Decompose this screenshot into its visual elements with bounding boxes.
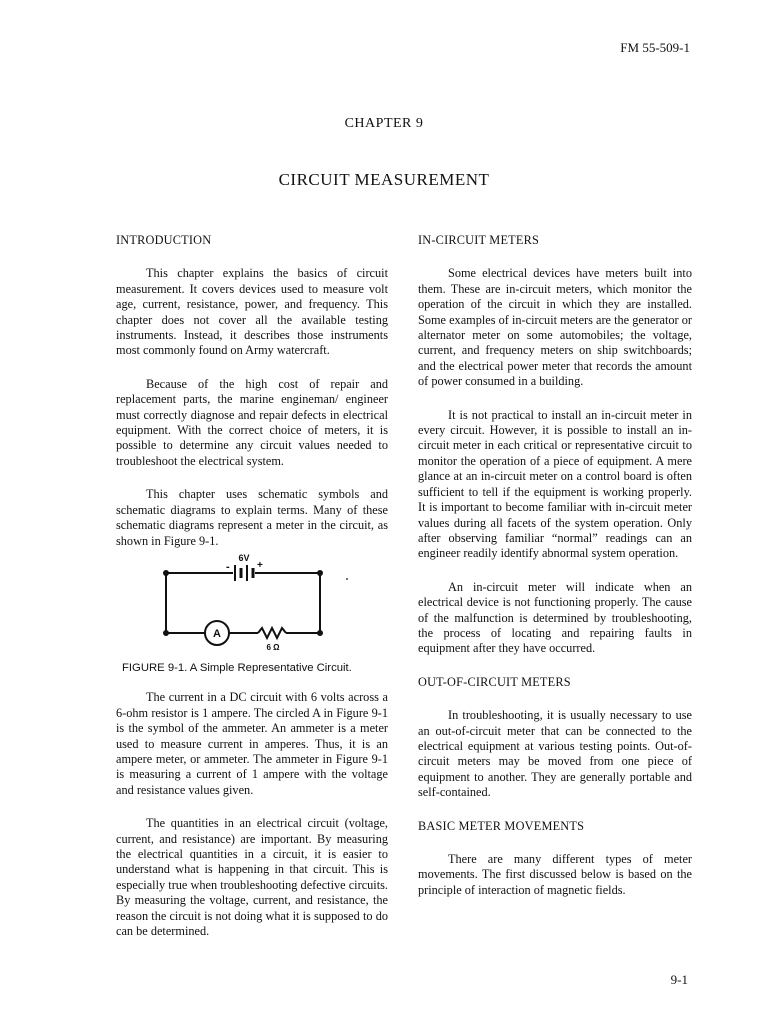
battery-minus: - [226,560,230,573]
basic-meter-paragraph: There are many different types of meter movements. The first discussed below is based on the principle of interaction of magnetic fields. [418,852,692,897]
figure-9-1 [116,553,388,676]
ammeter-label: A [213,627,221,640]
intro-paragraph-3: This chapter uses schematic symbols and schematic diagrams to explain terms. Many of these schematic diagrams represent a meter in the circuit, as shown in Figure 9-1. [116,487,388,548]
right-column [418,233,692,916]
battery-label: 6V [238,552,250,563]
document-id: FM 55-509-1 [620,40,690,55]
resistor-label: 6 Ω [266,642,280,652]
page-number: 9-1 [670,972,688,987]
introduction-heading: INTRODUCTION [116,233,212,247]
chapter-label: CHAPTER 9 [344,116,424,131]
left-column [116,233,388,957]
out-of-circuit-paragraph: In troubleshooting, it is usually necessary to use an out-of-circuit meter that can be connected to the electrical equipment at various testing points. Out-of-circuit meters may be moved from one piece of equipment to another. They are generally portable and self-contained. [418,708,692,800]
intro-paragraph-2: Because of the high cost of repair and replacement parts, the marine engineman/ engineer must correctly diagnose and repair defects in electrical equipment. With the correct choice of meters, it is possible to determine any circuit values needed to troubleshoot the electrical system. [116,376,388,468]
in-circuit-paragraph-1: Some electrical devices have meters built into them. These are in-circuit meters, which monitor the operation of the circuit in which they are installed. Some examples of in-circuit meters are the generator or alternator meter on some automobiles; the voltage, current, and frequency meters on ship switchboards; and the electrical power meter that records the amount of power consumed in a building. [418,266,692,389]
intro-paragraph-5: The quantities in an electrical circuit (voltage, current, and resistance) are important. By measuring the electrical quantities in a circuit, it is easier to understand what is happening in that circuit. This is especially true when troubleshooting defective circuits. By measuring the voltage, current, and resistance, the reason the circuit is not doing what it is supposed to do can be determined. [116,816,388,938]
in-circuit-meters-heading: IN-CIRCUIT METERS [418,233,540,247]
circuit-diagram [116,553,388,659]
intro-paragraph-1: This chapter explains the basics of circuit measurement. It covers devices used to measure volt age, current, resistance, power, and frequency. This chapter does not cover all the available testing instruments. Instead, it describes those instruments most commonly found on Army watercraft. [116,266,388,358]
in-circuit-paragraph-3: An in-circuit meter will indicate when an electrical device is not functioning properly. The cause of the malfunction is determined by troubleshooting, the process of locating and repairing faults in equipment after they have occurred. [418,579,692,656]
in-circuit-paragraph-2: It is not practical to install an in-circuit meter in every circuit. However, it is possible to install an in-circuit meter in each critical or representative circuit to monitor the operation of a piece of equipment. A mere glance at an in-circuit meter on a control board is often sufficient to tell if the equipment is working properly. It is important to become familiar with in-circuit meter values during all facets of the system operation. Only after observing familiar “normal” readings can an engineer readily identify abnormal system operation. [418,407,692,561]
intro-paragraph-4: The current in a DC circuit with 6 volts across a 6-ohm resistor is 1 ampere. The circled A in Figure 9-1 is the symbol of the ammeter. An ammeter is a meter used to measure current in amperes. Thus, it is an ampere meter, or ammeter. The ammeter in Figure 9-1 is measuring a current of 1 ampere with the voltage and resistance values given. [116,690,388,797]
resistor-symbol [258,628,286,638]
basic-meter-movements-heading: BASIC METER MOVEMENTS [418,818,585,833]
chapter-title: CIRCUIT MEASUREMENT [278,170,490,189]
battery-plus: + [257,559,263,571]
figure-caption: FIGURE 9-1. A Simple Representative Circuit. [122,661,352,674]
out-of-circuit-meters-heading: OUT-OF-CIRCUIT METERS [418,674,571,689]
